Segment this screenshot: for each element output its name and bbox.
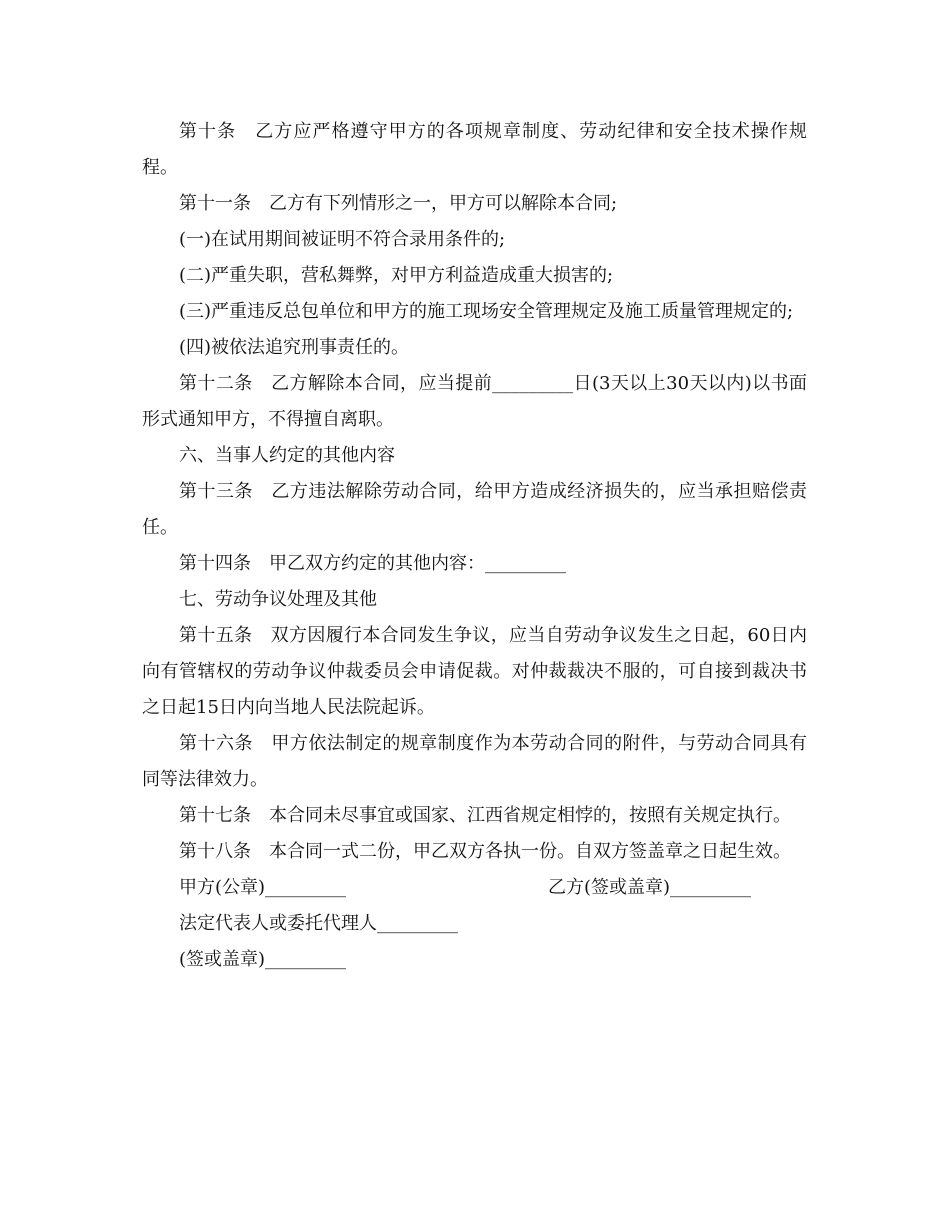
- signature-row: [142, 870, 807, 906]
- section-6-heading: 六、当事人约定的其他内容: [179, 445, 395, 466]
- article-11-paragraph: 第十一条 乙方有下列情形之一，甲方可以解除本合同;: [179, 193, 618, 214]
- article-11-item-2: (二)严重失职，营私舞弊，对甲方利益造成重大损害的;: [179, 265, 614, 286]
- article-11-item-4: (四)被依法追究刑事责任的。: [179, 337, 410, 358]
- article-14-paragraph: 第十四条 甲乙双方约定的其他内容：_________: [179, 553, 566, 574]
- article-17-paragraph: 第十七条 本合同未尽事宜或国家、江西省规定相悖的，按照有关规定执行。: [179, 805, 791, 826]
- article-16-paragraph: 第十六条 甲方依法制定的规章制度作为本劳动合同的附件，与劳动合同具有同等法律效力。: [142, 733, 807, 790]
- article-10-paragraph: 第十条 乙方应严格遵守甲方的各项规章制度、劳动纪律和安全技术操作规程。: [142, 121, 807, 178]
- article-11-item-3: (三)严重违反总包单位和甲方的施工现场安全管理规定及施工质量管理规定的;: [179, 301, 794, 322]
- article-18-paragraph: 第十八条 本合同一式二份，甲乙双方各执一份。自双方签盖章之日起生效。: [179, 841, 791, 862]
- section-7-heading: 七、劳动争议处理及其他: [179, 589, 377, 610]
- article-13-paragraph: 第十三条 乙方违法解除劳动合同，给甲方造成经济损失的，应当承担赔偿责任。: [142, 481, 807, 538]
- article-15-paragraph: 第十五条 双方因履行本合同发生争议，应当自劳动争议发生之日起，60日内向有管辖权的劳动争议仲裁委员会申请促裁。对仲裁裁决不服的，可自接到裁决书之日起15日内向当地人民法院起诉。: [142, 625, 807, 718]
- party-a-signature: 甲方(公章)_________: [179, 877, 347, 898]
- article-11-item-1: (一)在试用期间被证明不符合录用条件的;: [179, 229, 506, 250]
- article-12-paragraph: 第十二条 乙方解除本合同，应当提前_________日(3天以上30天以内)以书面形式通知甲方，不得擅自离职。: [142, 373, 807, 430]
- representative-signature: 法定代表人或委托代理人_________: [179, 913, 458, 934]
- contract-body: [142, 114, 807, 978]
- representative-sign-or-seal: (签或盖章)_________: [179, 949, 347, 970]
- party-b-signature: 乙方(签或盖章)_________: [548, 877, 752, 898]
